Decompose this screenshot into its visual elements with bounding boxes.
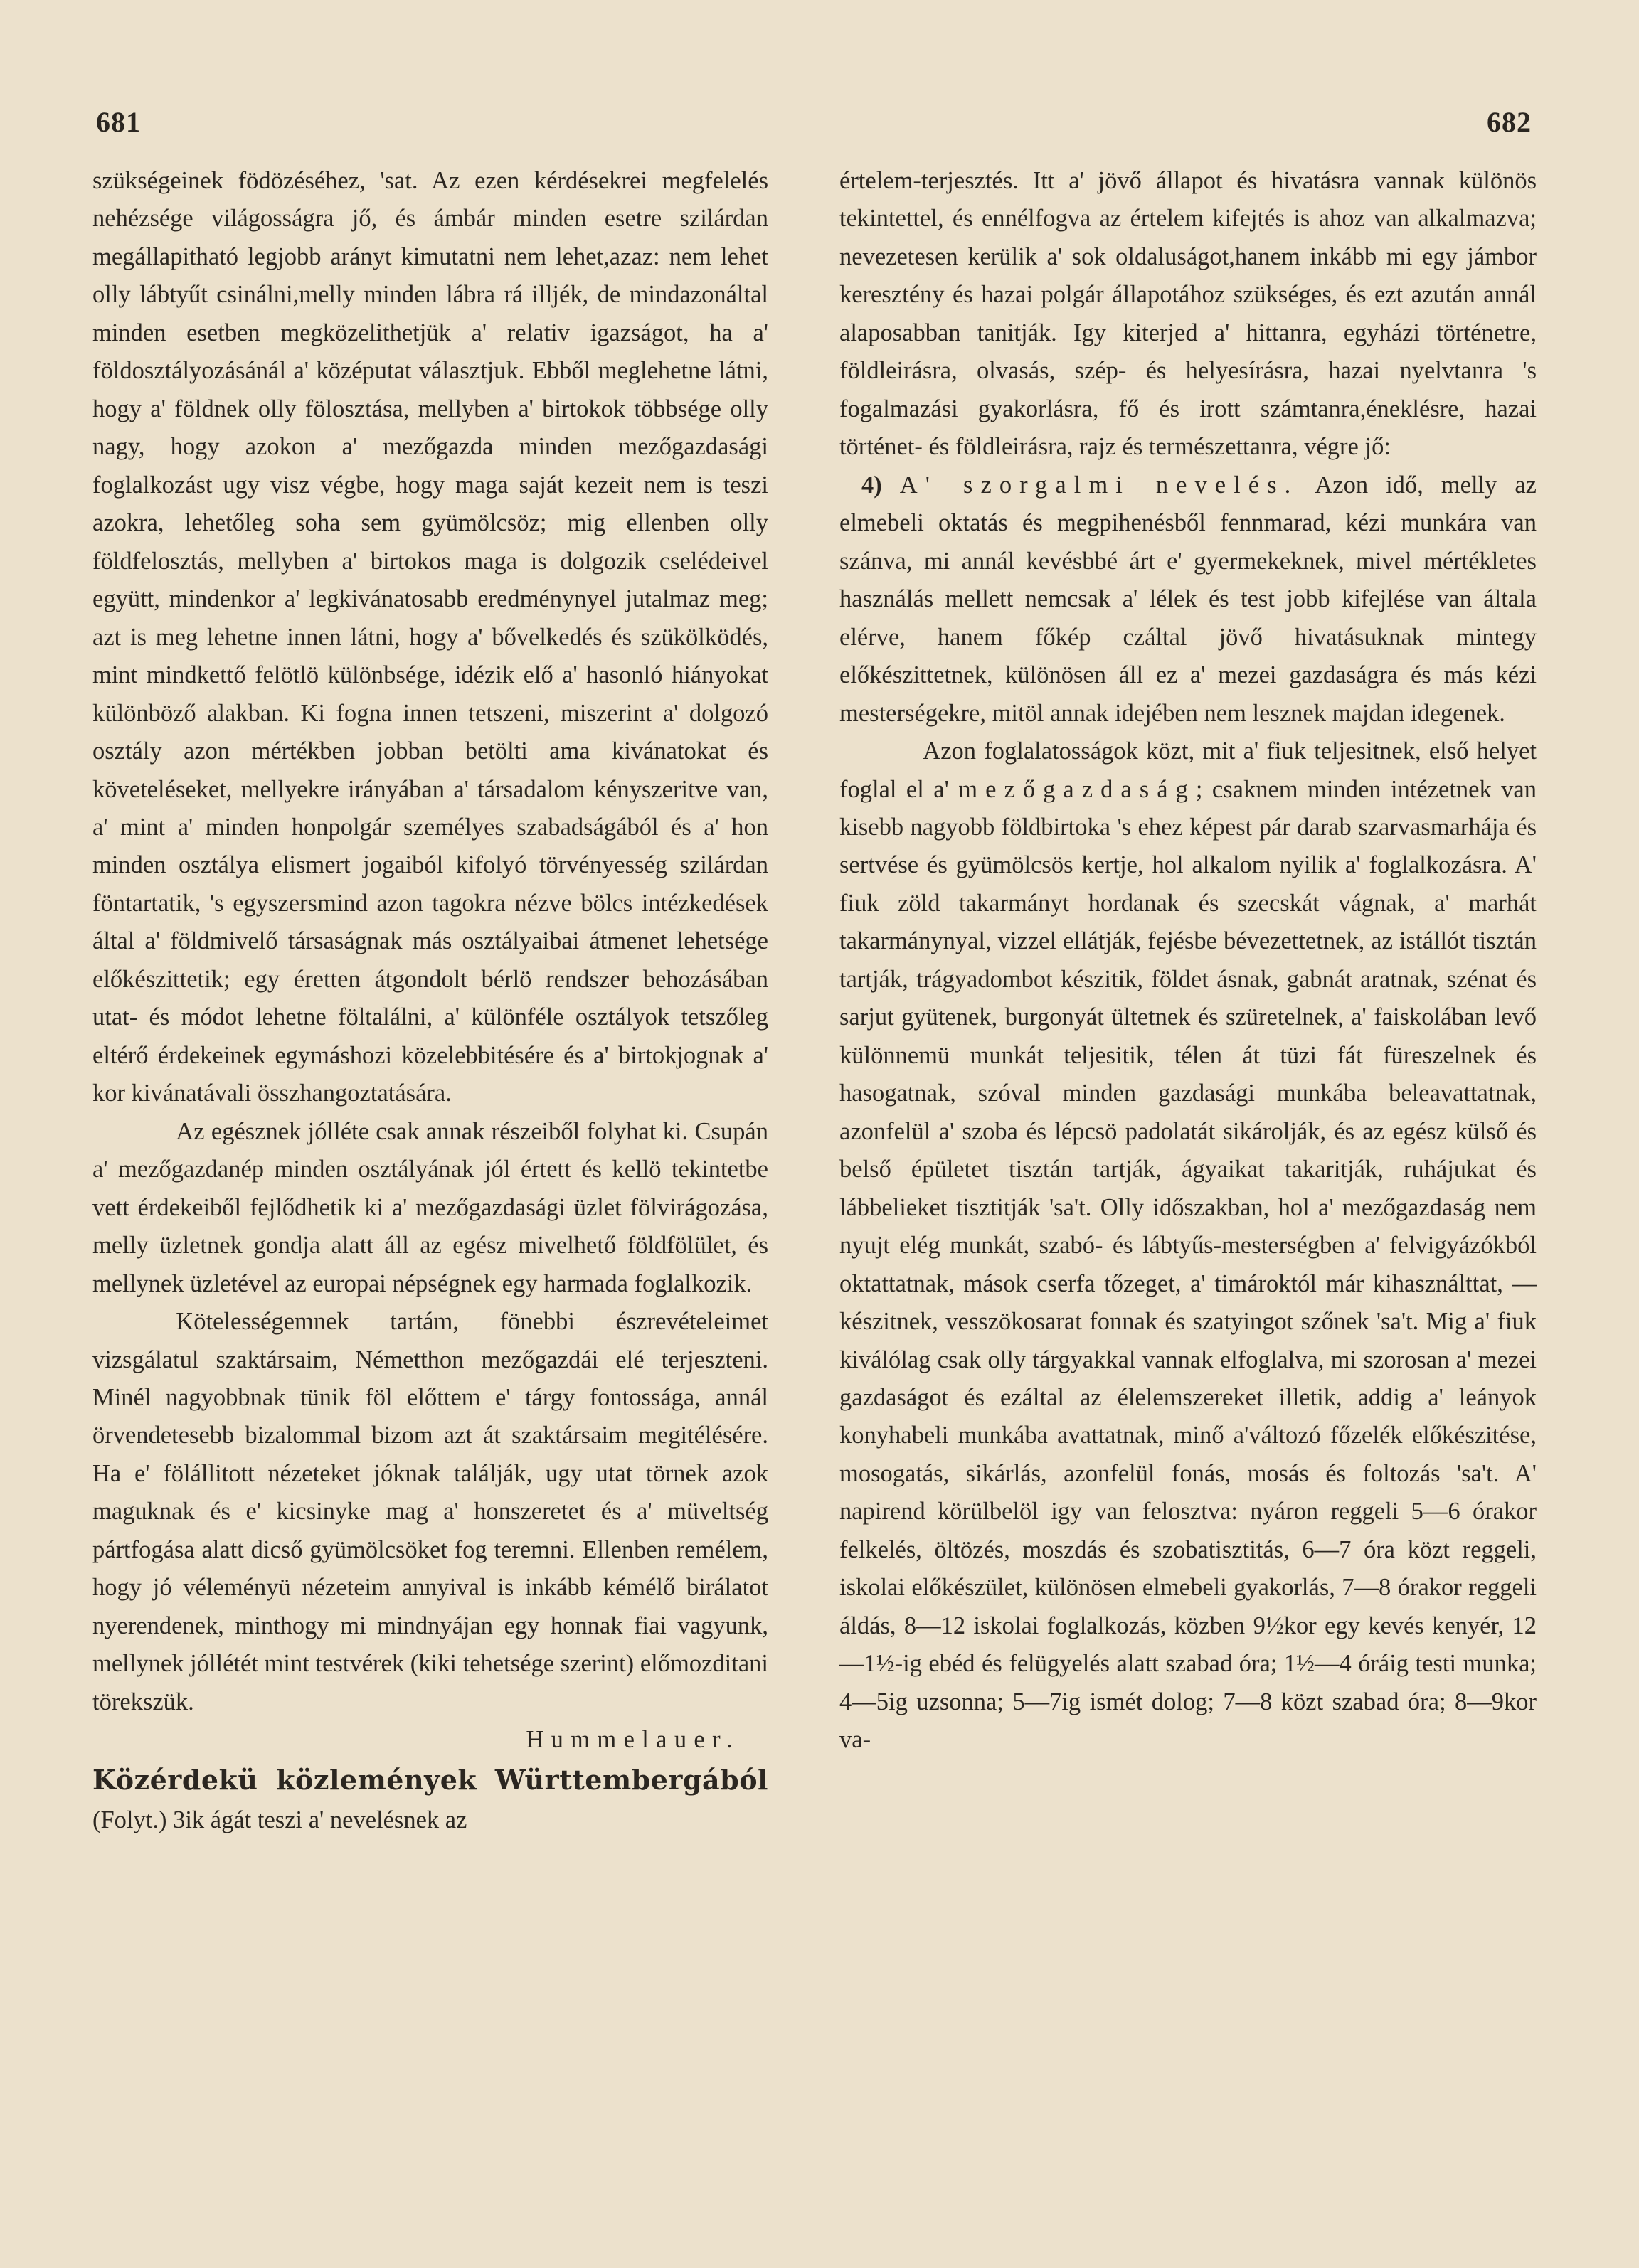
article-heading-continuation: (Folyt.) 3ik ágát teszi a' nevelésnek az: [92, 1806, 467, 1833]
list-item-4-number: 4): [861, 471, 882, 499]
left-paragraph-3: Kötelességemnek tartám, fönebbi észrevételeimet vizsgálatul szaktársaim, Németthon mezőgazdái elé terjeszteni. Minél nagyobbnak tünik föl előttem e' tárgy fontossága, annál örvendetesebb bizalommal bizom azt át szaktársaim megitélésére. Ha e' fölállitott nézeteket jóknak találják, ugy utat törnek azok maguknak és e' kicsinyke mag a' honszeretet és a' müveltség pártfogása alatt dicső gyümölcsöket fog teremni. Ellenben remélem, hogy jó véleményü nézeteim annyival is inkább kémélő birálatot nyerendenek, minthogy mi mindnyájan egy honnak fiai vagyunk, mellynek jóllétét mint testvérek (kiki tehetsége szerint) előmozditani törekszük.: [92, 1308, 768, 1715]
page-number-right: 682: [1487, 106, 1532, 138]
right-paragraph-2-rest: ; csaknem minden intézetnek van kisebb nagyobb földbirtoka 's ehez képest pár darab szarvasmarhája és sertvése és gyümölcsös kertje, hol alkalom nyilik a' foglalkozásra. A' fiuk zöld takarmányt hordanak és szecskát vágnak, a' marhát takarmánynyal, vizzel ellátják, fejésbe bévezettetnek, az istállót tisztán tartják, trágyadombot készitik, földet ásnak, gabnát aratnak, szénat és sarjut gyütenek, burgonyát ültetnek és szüretelnek, a' faiskolában levő különnemü munkát teljesitik, télen át tüzi fát füreszelnek és hasogatnak, szóval minden gazdasági munkába beleavattatnak, azonfelül a' szoba és lépcsö padolatát sikárolják, és az egész külső és belső épületet tisztán tartják, ágyaikat takaritják, ruhájukat és lábbelieket tisztitják 'sa't. Olly időszakban, hol a' mezőgazdaság nem nyujt elég munkát, szabó- és lábtyűs-mesterségben a' felvigyázókból oktattatnak, mások cserfa tőzeget, a' timároktól már kihasználttat, — készitnek, vesszökosarat fonnak és szatyingot szőnek 'sa't. Mig a' fiuk kiválólag csak olly tárgyakkal vannak elfoglalva, mi szorosan a' mezei gazdaságot és ezáltal az élelemszereket illetik, addig a' leányok konyhabeli munkába avattatnak, minő a'változó főzelék előkészitése, mosogatás, sikárlás, azonfelül fonás, mosás és foltozás 'sa't. A' napirend körülbelöl igy van felosztva: nyáron reggeli 5—6 órakor felkelés, öltözés, moszdás és szobatisztitás, 6—7 óra közt reggeli, iskolai előkészület, különösen elmebeli gyakorlás, 7—8 órakor reggeli áldás, 8—12 iskolai foglalkozás, közben 9½kor egy kevés kenyér, 12—1½-ig ebéd és felügyelés alatt szabad óra; 1½—4 óráig testi munka; 4—5ig uzsonna; 5—7ig ismét dolog; 7—8 közt szabad óra; 8—9kor va-: [839, 775, 1537, 1754]
left-column: [92, 162, 768, 2182]
right-paragraph-2: [839, 733, 1537, 1759]
author-signature: Hummelauer.: [526, 1726, 740, 1754]
list-item-4-text: Azon idő, melly az elmebeli oktatás és megpihenésből fennmarad, kézi munkára van szánva, mi annál kevésbbé árt e' gyermekeknek, mivel mértékletes használás mellett nemcsak a' lélek és test jobb kifejlése van általa elérve, hanem főkép czáltal jövő hivatásuknak mintegy előkészittetnek, különösen áll ez a' mezei gazdaságra és más kézi mesterségekre, mitöl annak idejében nem lesznek majdan idegenek.: [839, 471, 1537, 727]
list-item-4: [839, 467, 1537, 733]
article-heading-title: Közérdekü közlemények Württembergából: [92, 1763, 768, 1796]
right-paragraph-2-emphasis: mezőgazdaság: [958, 775, 1196, 803]
list-item-4-title: A' szorgalmi nevelés.: [899, 471, 1299, 499]
article-heading: [92, 1759, 768, 1839]
left-paragraph-1: szükségeinek födözéséhez, 'sat. Az ezen kérdésekrei megfelelés nehézsége világosságra jő, és ámbár minden esetre szilárdan megállapitható legjobb arányt kimutatni nem lehet,azaz: nem lehet olly lábtyűt csinálni,melly minden lábra rá illjék, de mindazonáltal minden esetben megközelithetjük a' relativ igazságot, ha a' földosztályozásánál a' középutat választjuk. Ebből meglehetne látni, hogy a' földnek olly fölosztása, mellyben a' birtokok többsége olly nagy, hogy azokon a' mezőgazda minden mezőgazdasági foglalkozást ugy visz végbe, hogy maga saját kezeit nem is teszi azokra, lehetőleg soha sem gyümölcsöz; mig ellenben olly földfelosztás, mellyben a' birtokos maga is dolgozik cselédeivel együtt, mindenkor a' legkivánatosabb eredménynyel jutalmaz meg; azt is meg lehetne innen látni, hogy a' bővelkedés és szükölködés, mint mindkettő felötlö különbsége, idézik elő a' hasonló hiányokat különböző alakban. Ki fogna innen tetszeni, miszerint a' dolgozó osztály azon mértékben jobban betölti ama kivánatokat és követeléseket, mellyekre irányában a' társadalom kényszeritve van, a' mint a' minden honpolgár személyes szabadságából és a' hon minden osztálya elismert jogaiból kifolyó törvényesség szilárdan föntartatik, 's egyszersmind azon tagokra nézve bölcs intézkedések által a' földmivelő társaságnak más osztályaibai átmenet lehetsége előkészittetik; egy éretten átgondolt bérlö rendszer behozásában utat- és módot lehetne föltalálni, a' különféle osztályok tetszőleg eltérő érdekeinek egymáshozi közelebbitésére és a' birtokjognak a' kor kivánatávali összhangoztatására.: [92, 167, 768, 1107]
right-paragraph-2-start: Azon foglalatosságok közt, mit a' fiuk teljesitnek, első helyet foglal el a': [839, 738, 1537, 803]
page-number-left: 681: [96, 106, 141, 138]
right-column: [839, 162, 1537, 2182]
left-paragraph-2: Az egésznek jólléte csak annak részeiből folyhat ki. Csupán a' mezőgazdanép minden osztályának jól értett és kellö tekintetbe vett érdekeiből fejlődhetik ki a' mezőgazdasági üzlet fölvirágozása, melly üzletnek gondja alatt áll az egész mivelhető földfölület, és mellynek üzletével az europai népségnek egy harmada foglalkozik.: [92, 1117, 768, 1297]
right-paragraph-1: értelem-terjesztés. Itt a' jövő állapot és hivatásra vannak különös tekintettel, és ennélfogva az értelem kifejtés is ahoz van alkalmazva; nevezetesen kerülik a' sok oldaluságot,hanem inkább mi egy jámbor keresztény és hazai polgár állapotához szükséges, és ezt azután annál alaposabban tanitják. Igy kiterjed a' hittanra, egyházi történetre, földleirásra, olvasás, szép- és helyesírásra, hazai nyelvtanra 's fogalmazási gyakorlásra, fő és irott számtanra,éneklésre, hazai történet- és földleirásra, rajz és természettanra, végre jő:: [839, 167, 1537, 461]
